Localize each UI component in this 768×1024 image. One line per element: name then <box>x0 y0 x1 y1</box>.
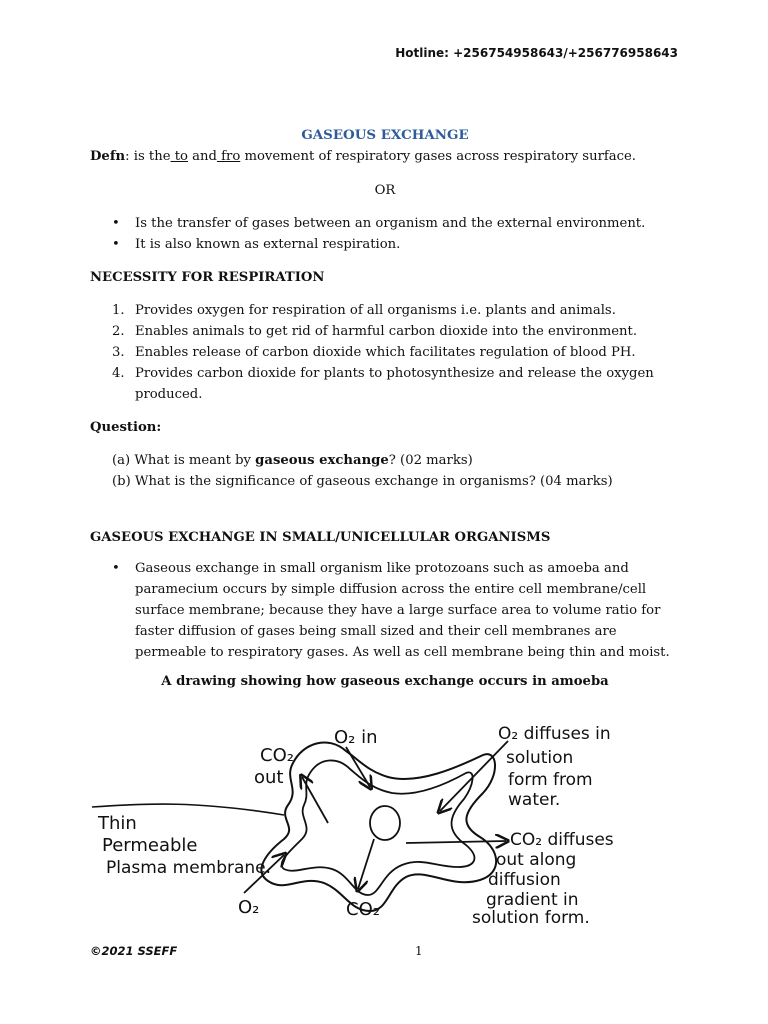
list-item <box>90 300 680 321</box>
definition-text-2: and <box>187 149 217 164</box>
question-heading: Question: <box>90 420 162 435</box>
question-list <box>90 450 680 492</box>
label-o2-bottom: O₂ <box>238 897 260 918</box>
definition-label: Defn <box>90 149 126 164</box>
small-organisms-heading: GASEOUS EXCHANGE IN SMALL/UNICELLULAR ORGANISMS <box>90 530 551 545</box>
or-separator: OR <box>374 183 396 198</box>
necessity-list <box>90 300 680 405</box>
co2-bottom-arrow <box>358 839 374 889</box>
o2-diffuses-arrow <box>440 741 508 811</box>
question-b: (b) What is the significance of gaseous exchange in organisms? (04 marks) <box>112 474 613 489</box>
label-thin-2: Permeable <box>102 835 198 856</box>
item-number: 3. <box>112 345 125 360</box>
label-co2-diffuses-1: CO₂ diffuses <box>510 830 614 850</box>
label-o2-diffuses-1: O₂ diffuses in <box>498 724 611 744</box>
hotline-text: Hotline: +256754958643/+256776958643 <box>395 46 678 60</box>
item-text: Provides oxygen for respiration of all organisms i.e. plants and animals. <box>135 303 616 318</box>
definition-underline-to: to <box>170 149 188 164</box>
definition <box>90 146 680 167</box>
item-number: 4. <box>112 366 125 381</box>
question-a-bold: gaseous exchange <box>255 453 389 468</box>
question-a <box>90 450 680 471</box>
list-item: • Is the transfer of gases between an organism and the external environment. <box>90 213 680 234</box>
definition-bullets <box>90 213 680 255</box>
definition-text-3: movement of respiratory gases across respiratory surface. <box>240 149 636 164</box>
label-co2-out-1: CO₂ <box>260 745 294 766</box>
list-item <box>90 363 680 405</box>
small-organisms-bullets <box>90 558 680 663</box>
page-number: 1 <box>415 944 423 958</box>
list-item <box>90 321 680 342</box>
label-o2-in: O₂ in <box>334 727 378 748</box>
drawing-caption: A drawing showing how gaseous exchange occurs in amoeba <box>161 674 609 689</box>
label-co2-bottom: CO₂ <box>346 899 380 920</box>
label-co2-diffuses-4: gradient in <box>486 890 579 910</box>
main-content <box>90 125 680 692</box>
question-a-prefix: (a) What is meant by <box>112 453 256 468</box>
label-o2-diffuses-2: solution <box>506 748 574 768</box>
definition-underline-fro: fro <box>216 149 241 164</box>
item-text: Provides carbon dioxide for plants to photosynthesize and release the oxygen produced. <box>135 366 654 402</box>
label-o2-diffuses-4: water. <box>508 790 561 810</box>
item-number: 2. <box>112 324 125 339</box>
label-o2-diffuses-3: form from <box>508 770 593 790</box>
amoeba-nucleus <box>370 806 400 840</box>
label-co2-diffuses-3: diffusion <box>488 870 561 890</box>
definition-text-1: : is the <box>125 149 171 164</box>
list-item <box>90 342 680 363</box>
necessity-heading: NECESSITY FOR RESPIRATION <box>90 270 325 285</box>
label-co2-out-2: out <box>254 767 284 788</box>
co2-diffuses-arrow <box>406 841 506 843</box>
list-item: • It is also known as external respiration. <box>90 234 680 255</box>
list-item: • Gaseous exchange in small organism like protozoans such as amoeba and paramecium occurs by simple diffusion across the entire cell membrane/cell surface membrane; because they have a large surface area to volume ratio for faster diffusion of gases being small sized and their cell membranes are permeable to respiratory gases. As well as cell membrane being thin and moist. <box>90 558 680 663</box>
label-co2-diffuses-2: out along <box>496 850 577 870</box>
question-a-suffix: ? (02 marks) <box>388 453 473 468</box>
item-number: 1. <box>112 303 125 318</box>
label-thin-1: Thin <box>98 813 137 834</box>
footer-copyright: ©2021 SSEFF <box>90 944 178 958</box>
label-co2-diffuses-5: solution form. <box>472 908 590 925</box>
label-thin-3: Plasma membrane. <box>106 858 272 878</box>
item-text: Enables release of carbon dioxide which facilitates regulation of blood PH. <box>135 345 636 360</box>
amoeba-outer-membrane <box>261 742 496 911</box>
item-text: Enables animals to get rid of harmful carbon dioxide into the environment. <box>135 324 638 339</box>
page-title: GASEOUS EXCHANGE <box>301 127 469 143</box>
amoeba-inner-membrane <box>282 760 475 895</box>
amoeba-drawing <box>88 715 688 925</box>
